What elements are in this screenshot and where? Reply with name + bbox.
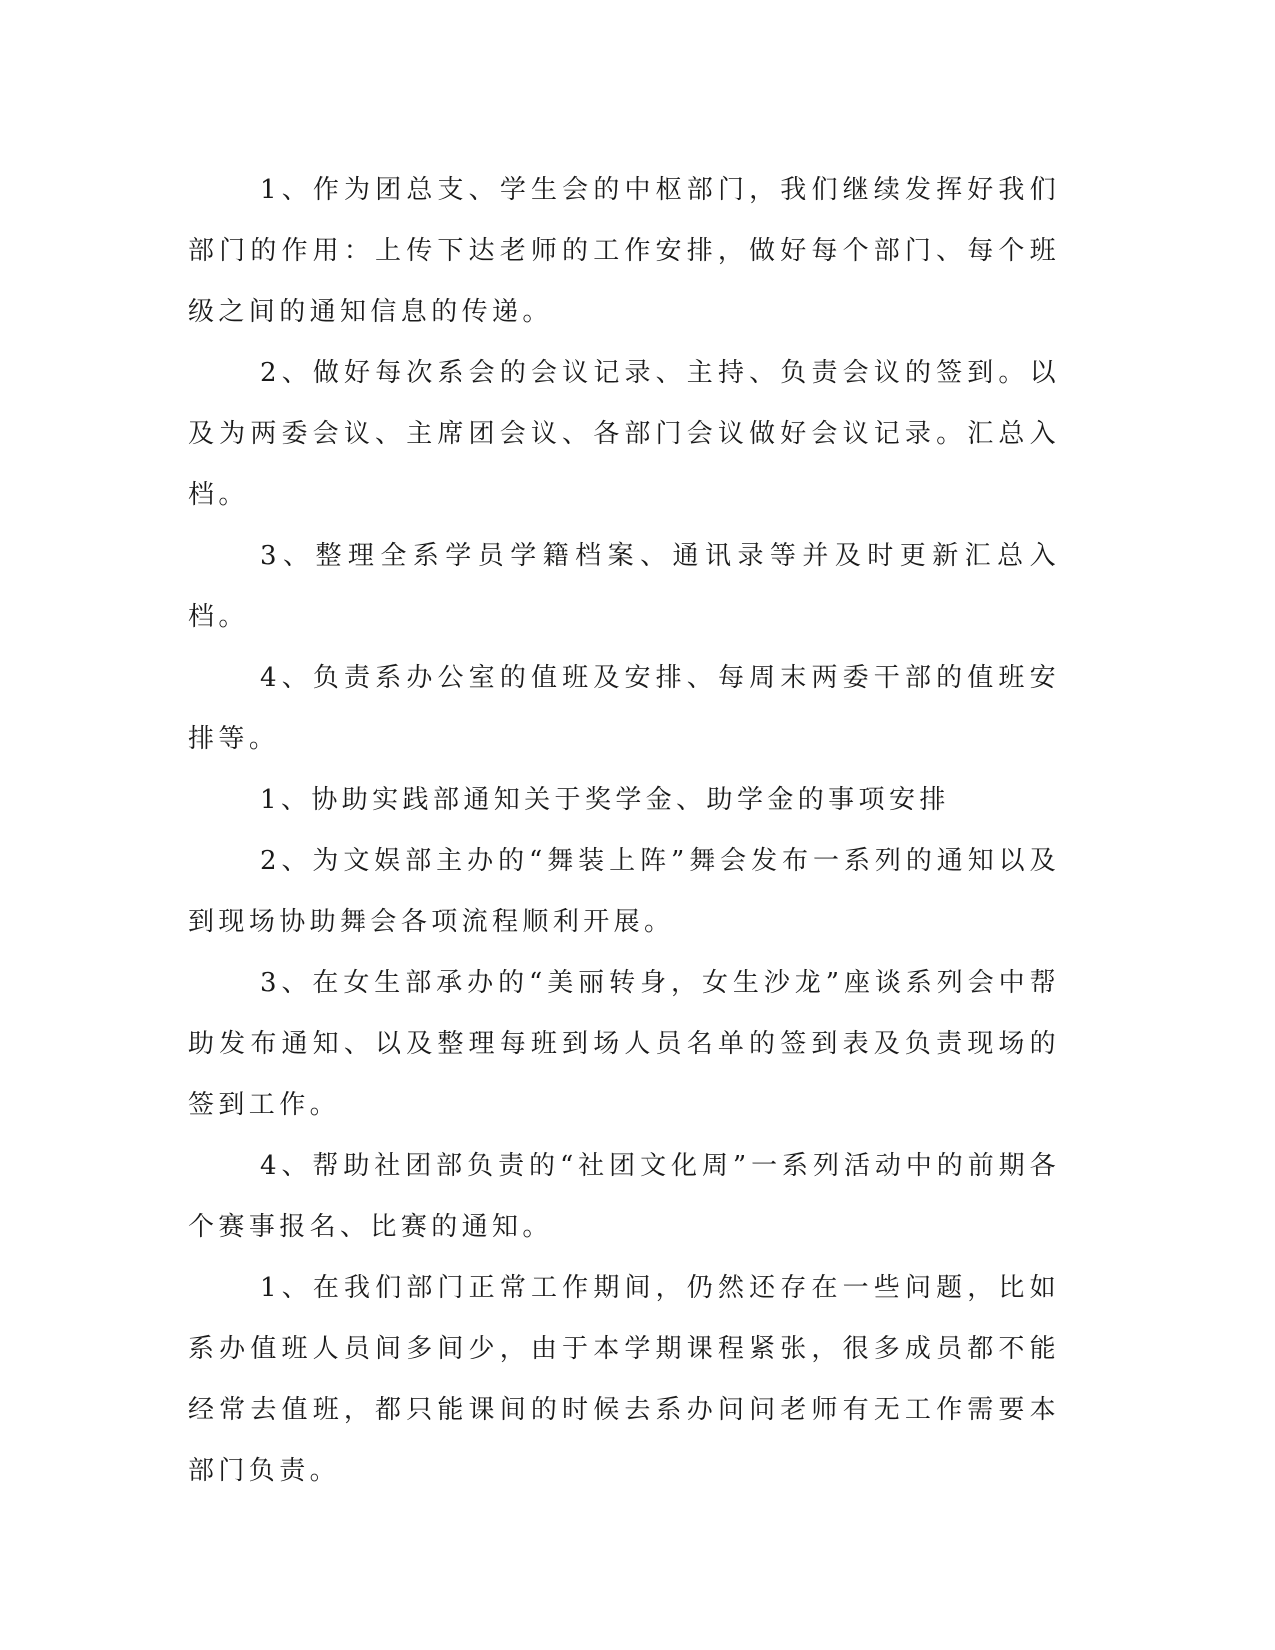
paragraph-3 (188, 526, 1060, 648)
paragraph-2 (188, 343, 1060, 526)
line: 1、在我们部门正常工作期间，仍然还存在一些问题，比如系办 (188, 1273, 1060, 1364)
line: 3、整理全系学员学籍档案、通讯录等并及时更新汇总入档。 (188, 541, 1060, 632)
paragraph-4 (188, 648, 1060, 770)
line: 2、为文娱部主办的“舞装上阵”舞会发布一系列的通知以及到现 (188, 846, 1060, 937)
line: 通知信息的传递。 (309, 297, 553, 327)
line: 1、协助实践部通知关于奖学金、助学金的事项安排 (260, 785, 950, 815)
line: 。 (248, 724, 280, 754)
paragraph-9 (188, 1258, 1060, 1502)
line: 4、帮助社团部负责的“社团文化周”一系列活动中的前期各个赛 (188, 1151, 1060, 1242)
line: 1、作为团总支、学生会的中枢部门，我们继续发挥好我们部门 (188, 175, 1060, 266)
line: 2、做好每次系会的会议记录、主持、负责会议的签到。以及为 (188, 358, 1060, 449)
line: 班，都只能课间的时候去系办问问老师有无工作需要本部门负责。 (188, 1395, 1060, 1486)
line: 的作用：上传下达老师的工作安排，做好每个部门、每个班级之间的 (188, 236, 1060, 327)
line: 布通知、以及整理每班到场人员名单的签到表及负责现场的签到工作 (188, 1029, 1060, 1120)
line: 。 (309, 1090, 341, 1120)
paragraph-6 (188, 831, 1060, 953)
paragraph-7 (188, 953, 1060, 1136)
paragraph-8 (188, 1136, 1060, 1258)
line: 场协助舞会各项流程顺利开展。 (248, 907, 675, 937)
line: 3、在女生部承办的“美丽转身，女生沙龙”座谈系列会中帮助发 (188, 968, 1060, 1059)
line: 事报名、比赛的通知。 (248, 1212, 553, 1242)
line: 值班人员间多间少，由于本学期课程紧张，很多成员都不能经常去值 (188, 1334, 1060, 1425)
paragraph-1 (188, 160, 1060, 343)
paragraph-5 (188, 770, 1060, 831)
line: 两委会议、主席团会议、各部门会议做好会议记录。汇总入档。 (188, 419, 1060, 510)
document-body (188, 160, 1060, 1502)
line: 4、负责系办公室的值班及安排、每周末两委干部的值班安排等 (188, 663, 1060, 754)
